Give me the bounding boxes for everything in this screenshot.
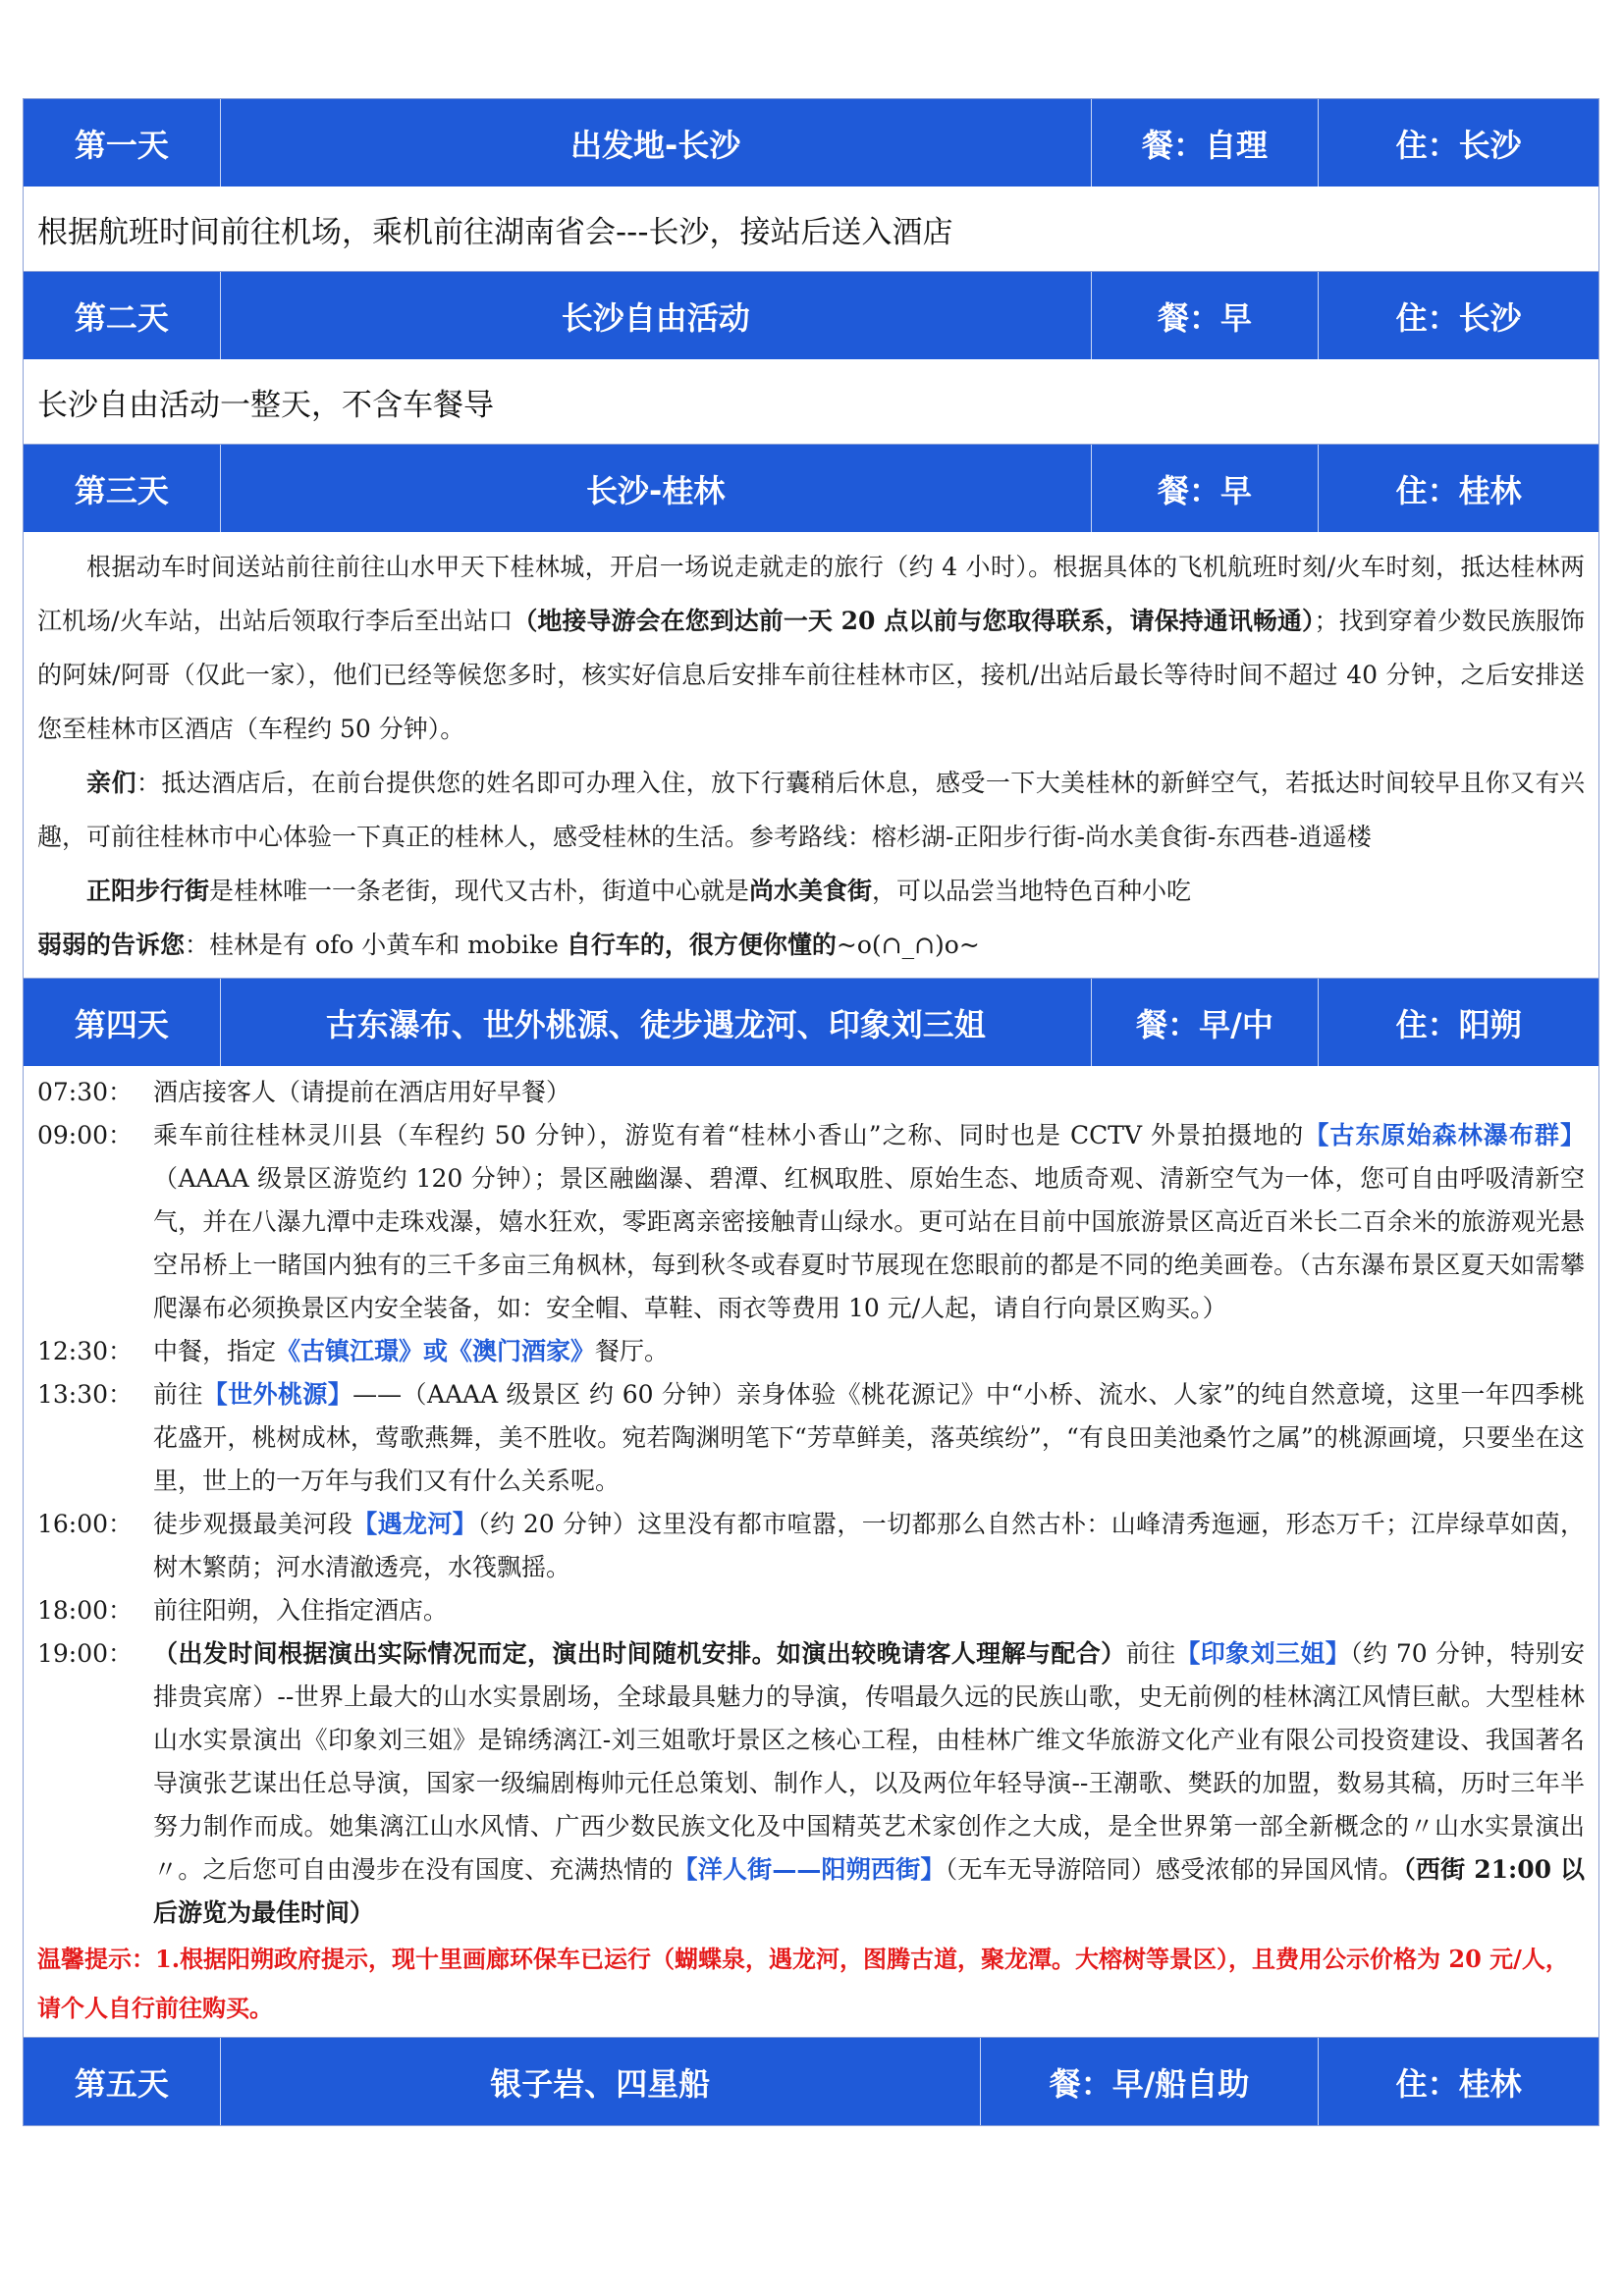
schedule-item bbox=[37, 1632, 1585, 1935]
day3-p4-emoticon: ~o(∩_∩)o~ bbox=[836, 931, 980, 959]
west-street-best-time: （西街 21:00 以后游览为最佳时间） bbox=[153, 1855, 1585, 1927]
day3-header bbox=[24, 445, 1598, 532]
schedule-time: 19:00： bbox=[37, 1639, 134, 1668]
day1-stay: 住：长沙 bbox=[1395, 126, 1522, 164]
schedule-time: 13:30： bbox=[37, 1380, 134, 1409]
schedule-text-part: 乘车前往桂林灵川县（车程约 50 分钟），游览有着“桂林小香山”之称、同时也是 CCTV 外景拍摄地的 bbox=[153, 1121, 1305, 1149]
warm-tip: 温馨提示：1.根据阳朔政府提示，现十里画廊环保车已运行（蝴蝶泉，遇龙河，图腾古道，聚龙潭。大榕树等景区），且费用公示价格为 20 元/人，请个人自行前往购买。 bbox=[37, 1945, 1569, 2022]
schedule-text-part: 餐厅。 bbox=[595, 1337, 670, 1365]
attraction-yulong-river: 【遇龙河】 bbox=[352, 1510, 478, 1538]
day1-header bbox=[24, 99, 1598, 187]
day3-p4c: 自行车的，很方便你懂的 bbox=[566, 931, 837, 959]
day3-p4-lead: 弱弱的告诉您 bbox=[37, 931, 186, 959]
schedule-text-part: （约 70 分钟，特别安排贵宾席）--世界上最大的山水实景剧场，全球最具魅力的导演，传唱最久远的民族山歌，史无前例的桂林漓江风情巨献。大型桂林山水实景演出《印象刘三姐》是锦绣漓江-刘三姐歌圩景区之核心工程，由桂林广维文华旅游文化产业有限公司投资建设、我国著名导演张艺谋出任总导演，国家一级编剧梅帅元任总策划、制作人，以及两位年轻导演--王潮歌、樊跃的加盟，数易其稿，历时三年半努力制作而成。她集漓江山水风情、广西少数民族文化及中国精英艺术家创作之大成，是全世界第一部全新概念的〃山水实景演出〃。之后您可自由漫步在没有国度、充满热情的 bbox=[153, 1639, 1585, 1884]
schedule-text bbox=[153, 1373, 1585, 1503]
schedule-item bbox=[37, 1071, 1585, 1114]
show-impression-liu-sanjie: 【印象刘三姐】 bbox=[1175, 1639, 1351, 1668]
day5-route: 银子岩、四星船 bbox=[221, 2038, 981, 2125]
day3-p2b: ：抵达酒店后，在前台提供您的姓名即可办理入住，放下行囊稍后休息，感受一下大美桂林的新鲜空气，若抵达时间较早且你又有兴趣，可前往桂林市中心体验一下真正的桂林人，感受桂林的生活。参考路线：榕杉湖-正阳步行街-尚水美食街-东西巷-逍遥楼 bbox=[37, 769, 1585, 851]
day3-p3d: ，可以品尝当地特色百种小吃 bbox=[872, 877, 1192, 905]
schedule-time: 16:00： bbox=[37, 1510, 134, 1538]
day1-meal: 餐：自理 bbox=[1092, 99, 1320, 187]
attraction-shiwai-taoyuan: 【世外桃源】 bbox=[202, 1380, 353, 1409]
day5-stay: 住：桂林 bbox=[1395, 2064, 1522, 2103]
day3-stay: 住：桂林 bbox=[1395, 471, 1522, 509]
day2-description: 长沙自由活动一整天，不含车餐导 bbox=[24, 359, 1598, 445]
schedule-text bbox=[153, 1114, 1585, 1330]
day3-p2-lead: 亲们 bbox=[86, 769, 136, 797]
restaurant-names: 《古镇江璟》或《澳门酒家》 bbox=[276, 1337, 596, 1365]
schedule-time: 07:30： bbox=[37, 1078, 134, 1106]
day5-meal: 餐：早/船自助 bbox=[981, 2038, 1320, 2125]
day3-p3-foodstreet: 尚水美食街 bbox=[749, 877, 873, 905]
day3-p1a: 根据动车时间送站前往前往山水甲天下桂林城，开启一场说走就走的旅行（约 4 小时）。根据具体的飞机航班时刻/火车时刻，抵达桂林两江机场/火车站，出站后领取行李后至出站口 bbox=[37, 553, 1585, 635]
schedule-time: 09:00： bbox=[37, 1121, 134, 1149]
schedule-text bbox=[153, 1503, 1585, 1589]
schedule-text-part: 徒步观摄最美河段 bbox=[153, 1510, 353, 1538]
day3-p1c: ；找到穿着少数民族服饰的阿妹/阿哥（仅此一家），他们已经等候您多时，核实好信息后安排车前往桂林市区，接机/出站后最长等待时间不超过 40 分钟，之后安排送您至桂林市区酒店（车程约 50 分钟）。 bbox=[37, 607, 1585, 743]
day4-meal: 餐：早/中 bbox=[1092, 979, 1320, 1066]
day4-stay: 住：阳朔 bbox=[1395, 1005, 1522, 1043]
day3-route: 长沙-桂林 bbox=[221, 445, 1092, 532]
day4-route: 古东瀑布、世外桃源、徒步遇龙河、印象刘三姐 bbox=[221, 979, 1092, 1066]
day4-label: 第四天 bbox=[24, 979, 221, 1066]
day3-p3b: 是桂林唯一一条老街，现代又古朴，街道中心就是 bbox=[209, 877, 750, 905]
day4-header bbox=[24, 979, 1598, 1066]
day2-label: 第二天 bbox=[24, 272, 221, 359]
itinerary-table bbox=[23, 98, 1599, 2126]
show-time-notice: （出发时间根据演出实际情况而定，演出时间随机安排。如演出较晚请客人理解与配合） bbox=[153, 1639, 1126, 1668]
day3-paragraph-street bbox=[37, 864, 1585, 918]
schedule-time: 12:30： bbox=[37, 1337, 134, 1365]
schedule-text-part: （AAAA 级景区游览约 120 分钟）；景区融幽瀑、碧潭、红枫取胜、原始生态、地质奇观、清新空气为一体，您可自由呼吸清新空气，并在八瀑九潭中走珠戏瀑，嬉水狂欢，零距离亲密接触青山绿水。更可站在目前中国旅游景区高近百米长二百余米的旅游观光悬空吊桥上一睹国内独有的三千多亩三角枫林，每到秋冬或春夏时节展现在您眼前的都是不同的绝美画卷。（古东瀑布景区夏天如需攀爬瀑布必须换景区内安全装备，如：安全帽、草鞋、雨衣等费用 10 元/人起，请自行向景区购买。） bbox=[153, 1164, 1585, 1322]
day3-p3-street: 正阳步行街 bbox=[86, 877, 210, 905]
day1-route: 出发地-长沙 bbox=[221, 99, 1092, 187]
schedule-item bbox=[37, 1503, 1585, 1589]
schedule-item bbox=[37, 1373, 1585, 1503]
attraction-gudong: 【古东原始森林瀑布群】 bbox=[1304, 1121, 1585, 1149]
day2-meal: 餐：早 bbox=[1092, 272, 1320, 359]
schedule-text-part: 前往 bbox=[153, 1380, 203, 1409]
day3-p1-notice: （地接导游会在您到达前一天 20 点以前与您取得联系，请保持通讯畅通） bbox=[513, 607, 1315, 635]
day1-label: 第一天 bbox=[24, 99, 221, 187]
day5-header bbox=[24, 2038, 1598, 2125]
schedule-text-part: ——（AAAA 级景区 约 60 分钟）亲身体验《桃花源记》中“小桥、流水、人家”的纯自然意境，这里一年四季桃花盛开，桃树成林，莺歌燕舞，美不胜收。宛若陶渊明笔下“芳草鲜美，落英缤纷”，“有良田美池桑竹之属”的桃源画境，只要坐在这里，世上的一万年与我们又有什么关系呢。 bbox=[153, 1380, 1585, 1495]
day3-description bbox=[24, 532, 1598, 979]
schedule-text: 前往阳朔，入住指定酒店。 bbox=[153, 1596, 449, 1625]
day5-label: 第五天 bbox=[24, 2038, 221, 2125]
day3-paragraph-tips bbox=[37, 756, 1585, 864]
day2-header bbox=[24, 272, 1598, 359]
day2-route: 长沙自由活动 bbox=[221, 272, 1092, 359]
day3-meal: 餐：早 bbox=[1092, 445, 1320, 532]
schedule-text-part: 前往 bbox=[1125, 1639, 1176, 1668]
schedule-text bbox=[153, 1632, 1585, 1935]
schedule-text-part: （约 20 分钟）这里没有都市喧嚣，一切都那么自然古朴：山峰清秀迤逦，形态万千；江岸绿草如茵，树木繁荫；河水清澈透亮，水筏飘摇。 bbox=[153, 1510, 1585, 1581]
day3-paragraph-arrival bbox=[37, 540, 1585, 756]
day3-paragraph-bike bbox=[37, 918, 1585, 972]
day4-schedule bbox=[24, 1066, 1598, 2038]
schedule-item bbox=[37, 1114, 1585, 1330]
day1-description: 根据航班时间前往机场，乘机前往湖南省会---长沙，接站后送入酒店 bbox=[24, 187, 1598, 272]
schedule-text-part: 中餐，指定 bbox=[153, 1337, 277, 1365]
schedule-text bbox=[153, 1330, 1585, 1373]
schedule-time: 18:00： bbox=[37, 1596, 134, 1625]
day3-p4b: ：桂林是有 ofo 小黄车和 mobike bbox=[185, 931, 567, 959]
day3-label: 第三天 bbox=[24, 445, 221, 532]
day2-stay: 住：长沙 bbox=[1395, 298, 1522, 337]
schedule-item bbox=[37, 1589, 1585, 1632]
schedule-text: 酒店接客人（请提前在酒店用好早餐） bbox=[153, 1078, 571, 1106]
schedule-item bbox=[37, 1330, 1585, 1373]
schedule-text-part: （无车无导游陪同）感受浓郁的异国风情。 bbox=[945, 1855, 1404, 1884]
attraction-west-street: 【洋人街——阳朔西街】 bbox=[673, 1855, 946, 1884]
